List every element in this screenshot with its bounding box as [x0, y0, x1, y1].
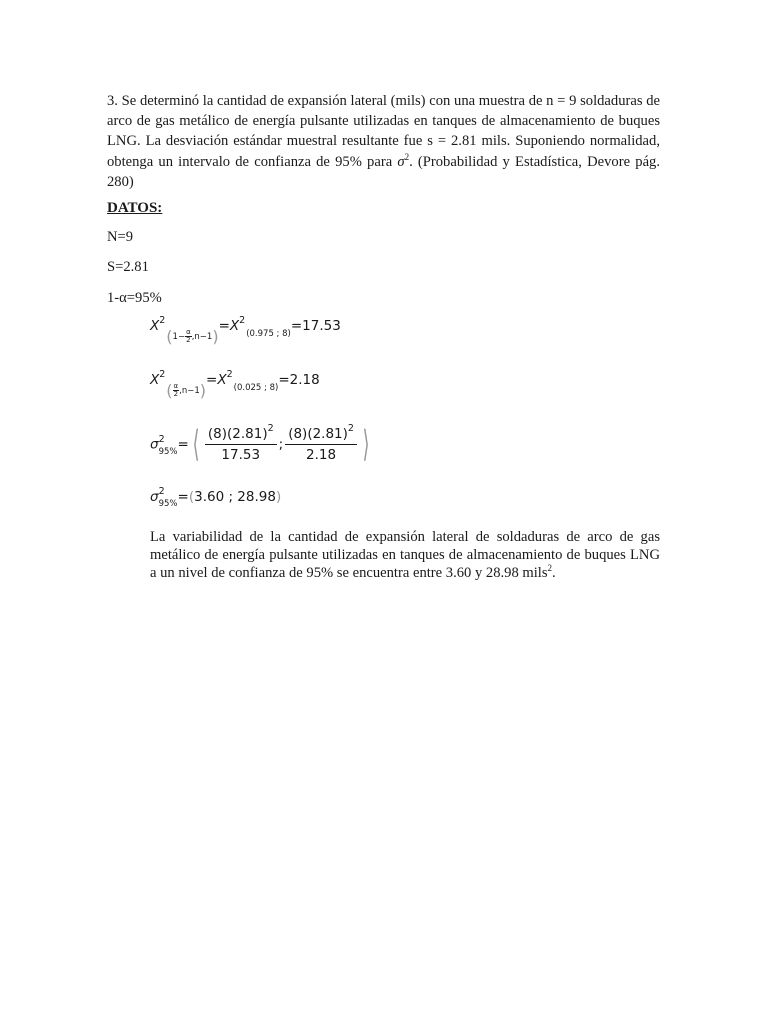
interval-result: 3.60 ; 28.98 [194, 489, 276, 505]
sigma-symbol: σ [397, 153, 405, 170]
datos-heading: DATOS: [107, 200, 163, 216]
datos-confidence: 1-α=95% [107, 290, 162, 306]
datos-s: S=2.81 [107, 259, 149, 275]
fraction-upper: $\frac{(8)(2.81)^2}{2.18}$ [285, 426, 357, 463]
chi-upper-lhs-subscript: (1− $\frac{\alpha}{2}$ ,n−1) [166, 327, 219, 346]
formula-interval-calc: $\sigma^2_{95\%}=⟨$ $\frac{(8)(2.81)^2}{17.53}$ ; $\frac{(8)(2.81)^2}{2.18}$ ⟩ [150, 423, 370, 465]
chi-lower-value: =2.18 [278, 372, 320, 388]
formula-interval-result: $\sigma^2_{95\%}=(3.60$ ; 28.98) [150, 486, 282, 509]
datos-n: N=9 [107, 229, 134, 245]
chi-lower-rhs-subscript: (0.025 ; 8) [233, 383, 279, 393]
chi-upper-value: =17.53 [290, 318, 341, 334]
fraction-lower: $\frac{(8)(2.81)^2}{17.53}$ [205, 426, 277, 463]
chi-lower-lhs-subscript: ( $\frac{\alpha}{2}$ ,n−1) [166, 381, 207, 400]
conclusion-paragraph: La variabilidad de la cantidad de expansión lateral de soldaduras de arco de gas metálico de energía pulsante utilizadas en tanques de almacenamiento de buques LNG a un nivel de confianza de 95% se encuentra entre 3.60 y 28.98 mils$^2$. [150, 529, 660, 581]
formula-chi-upper: $X^2(1-$ $\frac{\alpha}{2}$ $,n-1)=X^2(0.975$ ; 8)=17.53 [150, 315, 341, 346]
chi-symbol: X [150, 318, 160, 334]
sigma-exponent: 2 [404, 151, 410, 162]
chi-upper-rhs-subscript: (0.975 ; 8) [246, 329, 291, 339]
problem-statement [107, 91, 660, 192]
problem-text-part1: 3. Se determinó la cantidad de expansión lateral (mils) con una muestra de n = 9 soldaduras de arco de gas metálico de energía pulsante utilizadas en tanques de almacenamiento de buques LNG. La desviación estándar muestral resultante fue s = 2.81 mils. Suponiendo normalidad, obtenga un intervalo de confianza de 95% para [107, 93, 660, 170]
formula-chi-lower: $X^2$( $\frac{\alpha}{2}$ $,n-1)=X^2(0.025$ ; 8)=2.18 [150, 369, 320, 400]
problem-text-part2: . (Probabilidad y Estadística, Devore pág. 280) [107, 153, 660, 190]
